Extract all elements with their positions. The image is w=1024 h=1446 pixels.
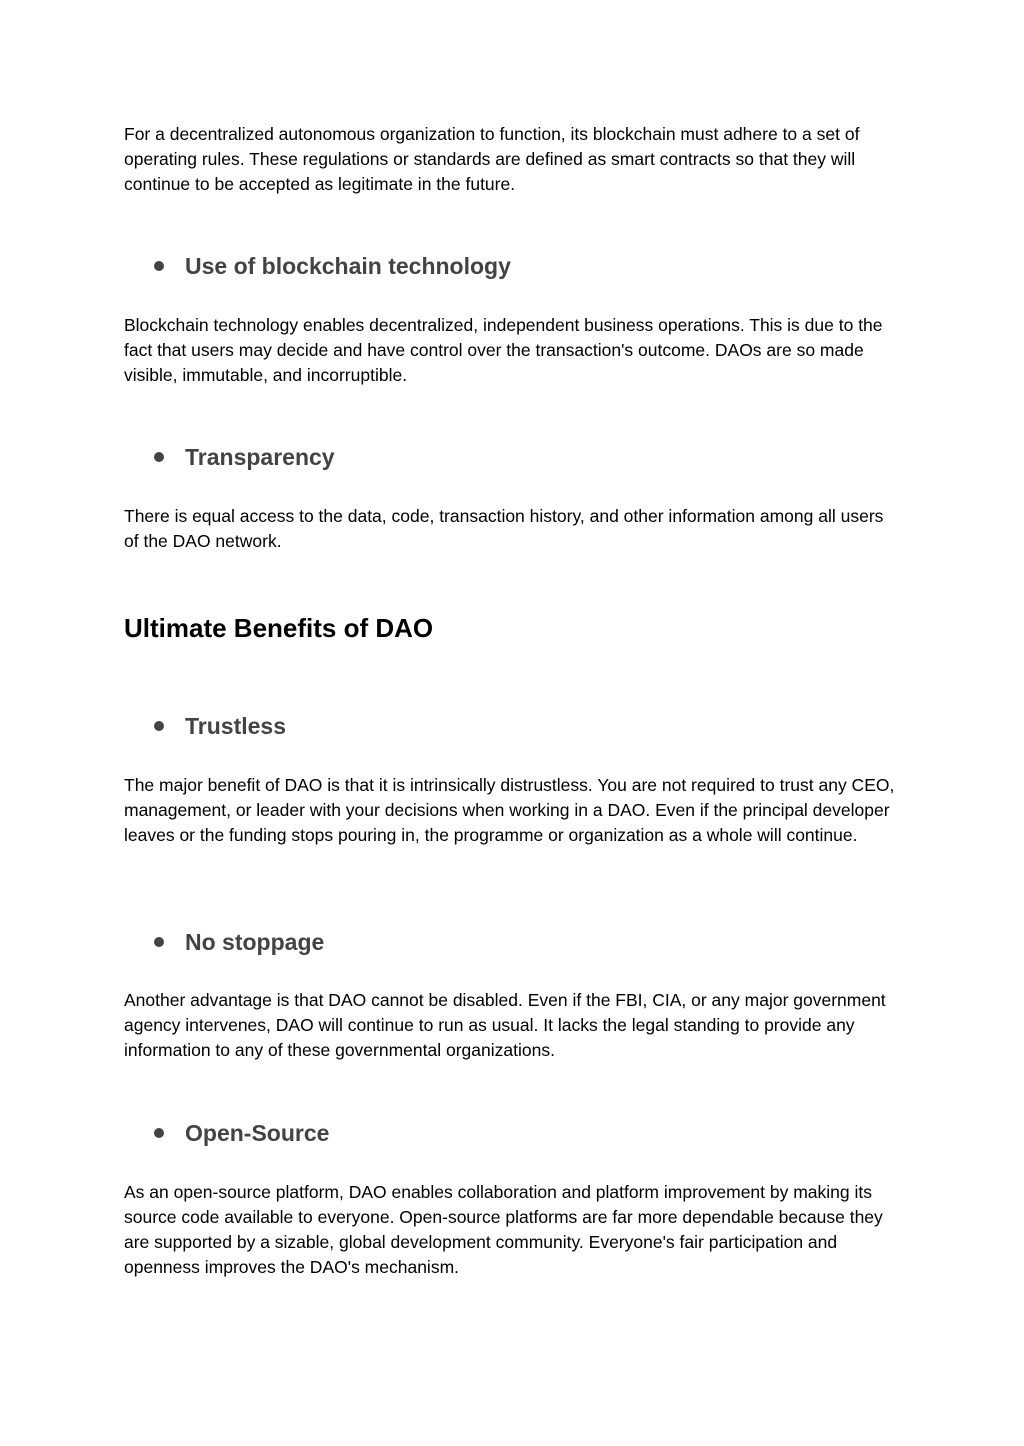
benefit-paragraph-open-source: As an open-source platform, DAO enables collaboration and platform improvement by making its source code available to everyone. Open-source platforms are far more dependable because they are supported by a sizable, global development community. Everyone's fair participation and openness improves the DAO's mechanism. <box>124 1182 883 1277</box>
feature-paragraph-transparency: There is equal access to the data, code, transaction history, and other information among all users of the DAO network. <box>124 506 884 551</box>
feature-heading-blockchain <box>154 251 511 281</box>
benefit-heading-label: No stoppage <box>185 929 325 955</box>
bullet-icon <box>154 721 164 731</box>
feature-paragraph-blockchain: Blockchain technology enables decentralized, independent business operations. This is due to the fact that users may decide and have control over the transaction's outcome. DAOs are so made visible, immutable, and incorruptible. <box>124 315 883 385</box>
benefit-heading-label: Open-Source <box>185 1120 330 1146</box>
benefit-heading-no-stoppage <box>154 927 324 957</box>
bullet-icon <box>154 452 164 462</box>
bullet-icon <box>154 1128 164 1138</box>
bullet-icon <box>154 261 164 271</box>
feature-heading-transparency <box>154 442 335 472</box>
bullet-icon <box>154 937 164 947</box>
benefit-paragraph-trustless: The major benefit of DAO is that it is intrinsically distrustless. You are not required to trust any CEO, management, or leader with your decisions when working in a DAO. Even if the principal developer leaves or the funding stops pouring in, the programme or organization as a whole will continue. <box>124 775 895 845</box>
intro-paragraph: For a decentralized autonomous organization to function, its blockchain must adhere to a set of operating rules. These regulations or standards are defined as smart contracts so that they will continue to be accepted as legitimate in the future. <box>124 124 860 194</box>
benefit-heading-open-source <box>154 1118 329 1148</box>
benefit-paragraph-no-stoppage: Another advantage is that DAO cannot be disabled. Even if the FBI, CIA, or any major government agency intervenes, DAO will continue to run as usual. It lacks the legal standing to provide any information to any of these governmental organizations. <box>124 990 886 1060</box>
benefit-heading-trustless <box>154 711 286 741</box>
feature-heading-label: Use of blockchain technology <box>185 253 511 279</box>
benefit-heading-label: Trustless <box>185 713 286 739</box>
section-title-benefits: Ultimate Benefits of DAO <box>124 613 434 643</box>
feature-heading-label: Transparency <box>185 444 335 470</box>
